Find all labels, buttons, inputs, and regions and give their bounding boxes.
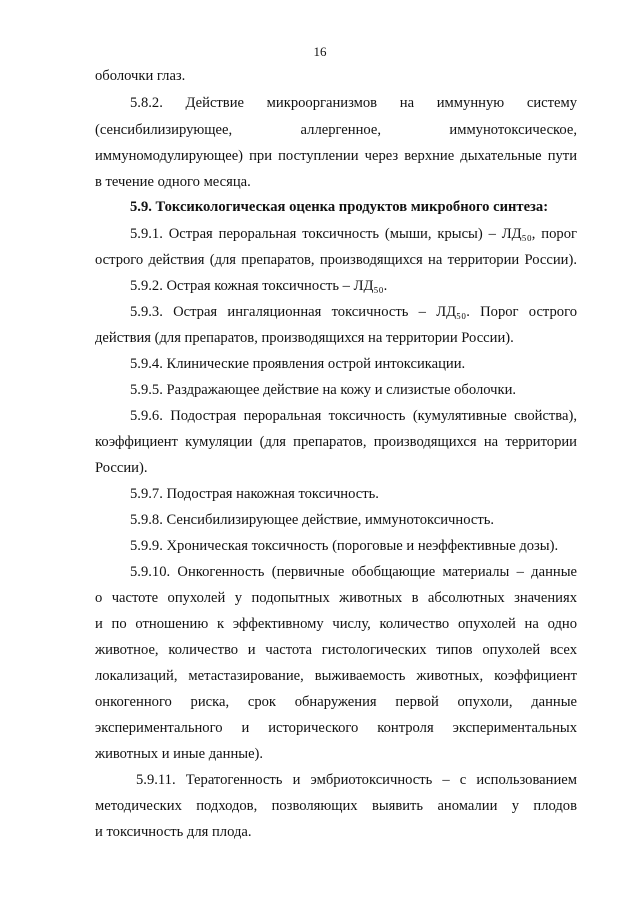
- page-number: 16: [313, 44, 327, 59]
- text-line: 5.9.10. Онкогенность (первичные обобщающие материалы – данные: [130, 564, 577, 580]
- section-heading: 5.9. Токсикологическая оценка продуктов микробного синтеза:: [130, 199, 549, 215]
- text-line: в течение одного месяца.: [95, 174, 251, 190]
- text-line: 5.9.6. Подострая пероральная токсичность (кумулятивные свойства),: [130, 408, 577, 424]
- text-line: коэффициент кумуляции (для препаратов, производящихся на территории: [95, 434, 577, 450]
- text-line: оболочки глаз.: [95, 68, 186, 84]
- text-line: 5.8.2. Действие микроорганизмов на иммунную систему: [130, 95, 577, 111]
- text-line: России).: [95, 460, 148, 476]
- text-line: 5.9.11. Тератогенность и эмбриотоксичность – с использованием: [136, 772, 577, 788]
- text-line: животных и иные данные).: [95, 746, 264, 762]
- text-line: 5.9.4. Клинические проявления острой интоксикации.: [130, 356, 466, 372]
- text-line: 5.9.8. Сенсибилизирующее действие, иммунотоксичность.: [130, 512, 495, 528]
- text-line: 5.9.9. Хроническая токсичность (пороговые и неэффективные дозы).: [130, 538, 559, 554]
- text-line: действия (для препаратов, производящихся на территории России).: [95, 330, 514, 346]
- text-line: и по отношению к эффективному числу, количество опухолей на одно: [95, 616, 577, 632]
- text-line: экспериментального и исторического контроля экспериментальных: [95, 720, 577, 736]
- text-line: локализаций, метастазирование, выживаемость животных, коэффициент: [95, 668, 577, 684]
- text-line: 5.9.3. Острая ингаляционная токсичность – ЛД₅₀. Порог острого: [130, 304, 577, 320]
- text-line: 5.9.2. Острая кожная токсичность – ЛД₅₀.: [130, 278, 388, 294]
- text-line: острого действия (для препаратов, производящихся на территории России).: [95, 252, 577, 268]
- text-line: 5.9.7. Подострая накожная токсичность.: [130, 486, 379, 502]
- text-line: животное, количество и частота гистологических типов опухолей всех: [95, 642, 577, 658]
- text-line: 5.9.5. Раздражающее действие на кожу и слизистые оболочки.: [130, 382, 517, 398]
- text-line: иммуномодулирующее) при поступлении через верхние дыхательные пути: [95, 148, 577, 164]
- text-line: и токсичность для плода.: [95, 824, 252, 840]
- text-line: о частоте опухолей у подопытных животных в абсолютных значениях: [95, 590, 577, 606]
- text-line: методических подходов, позволяющих выявить аномалии у плодов: [95, 798, 577, 814]
- text-line: 5.9.1. Острая пероральная токсичность (мыши, крысы) – ЛД₅₀, порог: [130, 226, 577, 242]
- text-line: онкогенного риска, срок обнаружения первой опухоли, данные: [95, 694, 577, 710]
- text-line: (сенсибилизирующее, аллергенное, иммунотоксическое,: [95, 122, 577, 138]
